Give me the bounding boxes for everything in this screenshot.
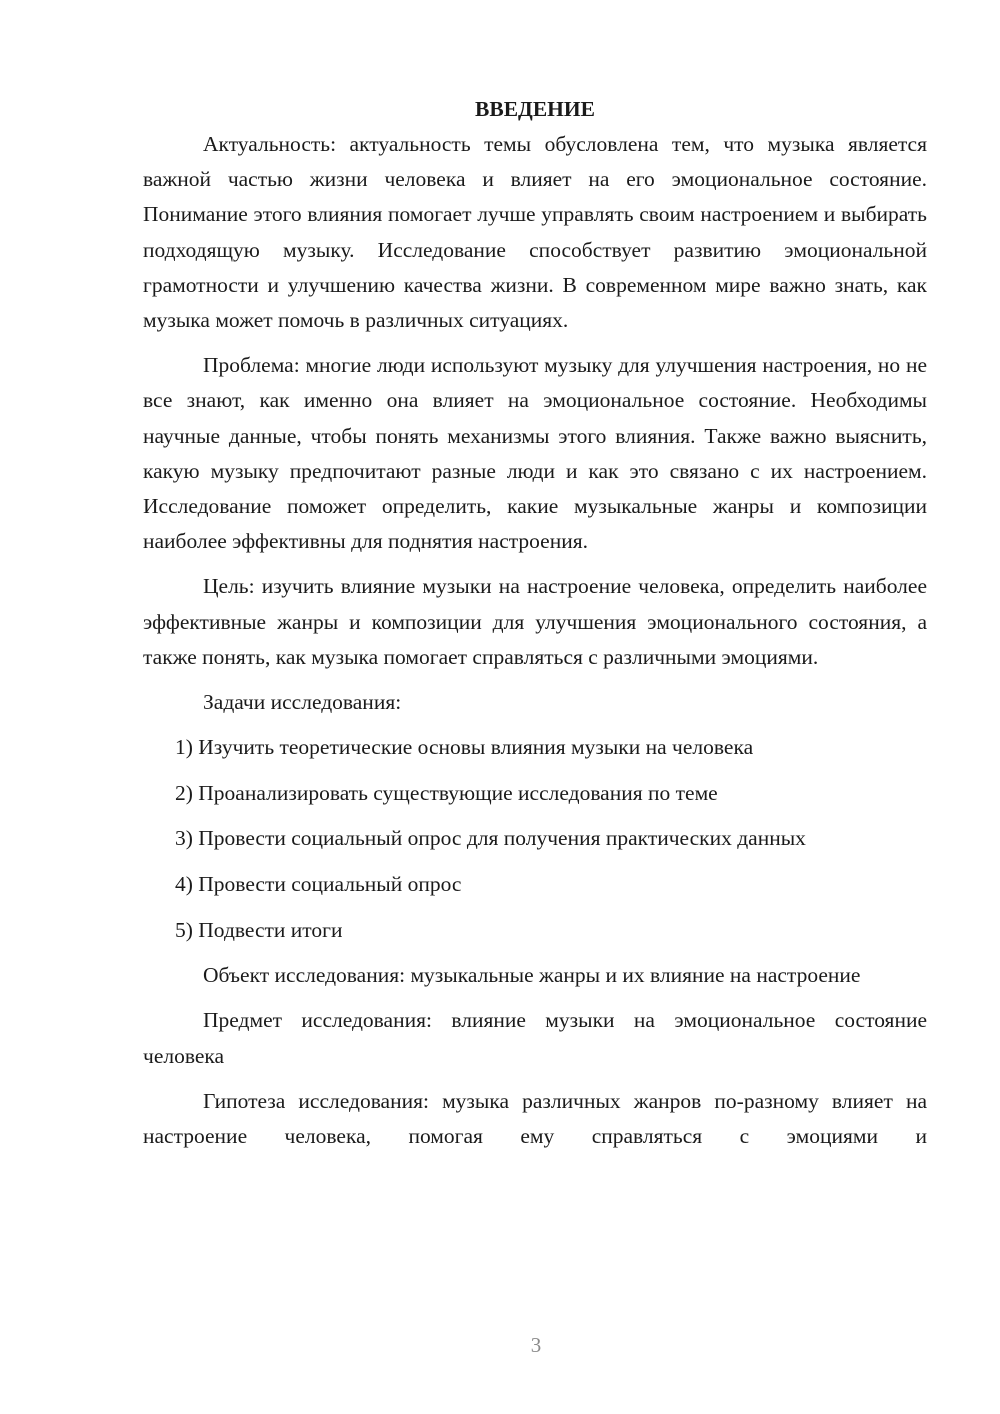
page-heading: ВВЕДЕНИЕ	[475, 97, 595, 121]
task-item-5: 5) Подвести итоги	[175, 917, 343, 942]
hypothesis-paragraph: Гипотеза исследования: музыка различных жанров по-разному влияет на настроение человека, помогая ему справляться с эмоциями и	[143, 1088, 927, 1149]
object-paragraph: Объект исследования: музыкальные жанры и их влияние на настроение	[203, 963, 861, 988]
task-item-3: 3) Провести социальный опрос для получения практических данных	[175, 826, 806, 851]
tasks-title: Задачи исследования:	[203, 690, 402, 715]
task-item-4: 4) Провести социальный опрос	[175, 872, 462, 897]
subject-paragraph: Предмет исследования: влияние музыки на эмоциональное состояние человека	[143, 1008, 927, 1068]
page-content	[143, 92, 927, 1164]
task-item-2: 2) Проанализировать существующие исследования по теме	[175, 780, 718, 805]
goal-paragraph: Цель: изучить влияние музыки на настроение человека, определить наиболее эффективные жанры и композиции для улучшения эмоционального состояния, а также понять, как музыка помогает справляться с различными эмоциями.	[143, 574, 927, 669]
page-number: 3	[530, 1333, 542, 1357]
relevance-paragraph: Актуальность: актуальность темы обусловлена тем, что музыка является важной частью жизни человека и влияет на его эмоциональное состояние. Понимание этого влияния помогает лучше управлять своим настроением и выбирать подходящую музыку. Исследование способствует развитию эмоциональной грамотности и улучшению качества жизни. В современном мире важно знать, как музыка может помочь в различных ситуациях.	[143, 132, 927, 333]
task-item-1: 1) Изучить теоретические основы влияния музыки на человека	[175, 735, 754, 760]
problem-paragraph: Проблема: многие люди используют музыку для улучшения настроения, но не все знают, как именно она влияет на эмоциональное состояние. Необходимы научные данные, чтобы понять механизмы этого влияния. Также важно выяснить, какую музыку предпочитают разные люди и как это связано с их настроением. Исследование поможет определить, какие музыкальные жанры и композиции наиболее эффективны для поднятия настроения.	[143, 353, 927, 554]
